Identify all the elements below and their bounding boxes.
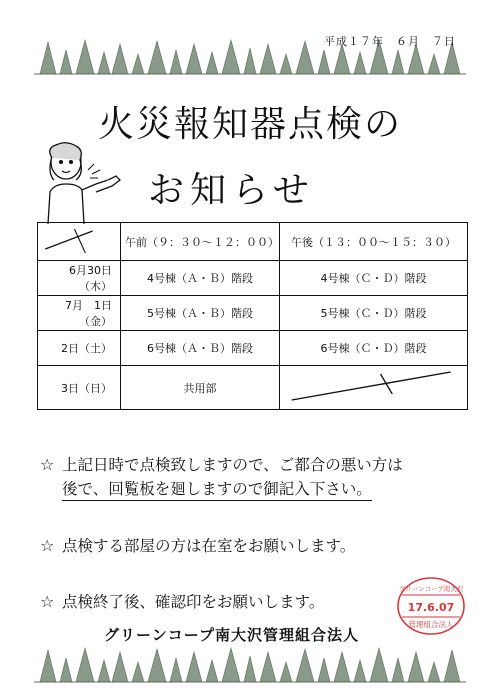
row-day: 2日（土） xyxy=(38,331,121,366)
organization-name: グリーンコープ南大沢管理組合法人 xyxy=(104,626,359,644)
notice-2 xyxy=(40,534,355,556)
issue-date: 平成１７年 ６月 ７日 xyxy=(324,35,456,48)
empty-cell-slash xyxy=(280,366,467,406)
notice-1-text: 上記日時で点検致しますので、ご都合の悪い方は xyxy=(62,456,403,474)
row-morning-location: 6号棟（Ａ・Ｂ）階段 xyxy=(121,331,280,366)
notice-3-text: 点検終了後、確認印をお願いします。 xyxy=(62,593,325,611)
row-afternoon-location: 4号棟（Ｃ・Ｄ）階段 xyxy=(280,261,468,296)
page-title: 火災報知器点検の xyxy=(97,104,402,145)
star-icon: ☆ xyxy=(40,536,55,555)
stamp-top-text: グリーンコープ南大沢 xyxy=(398,585,464,593)
row-afternoon-empty xyxy=(280,366,468,410)
table-header-row xyxy=(38,223,468,261)
notice-1-line-1 xyxy=(40,453,403,475)
column-header-afternoon: 午後（１３：００～１５：３０） xyxy=(280,223,468,261)
table-row xyxy=(38,331,468,366)
notice-3 xyxy=(40,590,324,612)
notice-2-text: 点検する部屋の方は在室をお願いします。 xyxy=(62,537,356,555)
row-day: 6月30日（木） xyxy=(38,261,121,296)
stamp-date: 17.6.07 xyxy=(407,601,455,614)
table-row xyxy=(38,261,468,296)
row-morning-location: 共用部 xyxy=(121,366,280,410)
inspection-schedule-table xyxy=(37,222,468,410)
star-icon: ☆ xyxy=(40,455,55,474)
column-header-morning: 午前（９：３０～１２：００） xyxy=(121,223,280,261)
header-corner-cell xyxy=(38,223,121,261)
presenter-illustration xyxy=(36,140,122,224)
row-day: 7月 1日（金） xyxy=(38,296,121,331)
row-afternoon-location: 6号棟（Ｃ・Ｄ）階段 xyxy=(280,331,468,366)
notice-1-text-underlined: 後で、回覧板を廻しますので御記入下さい。 xyxy=(62,480,372,501)
table-row xyxy=(38,296,468,331)
table-row xyxy=(38,366,468,410)
row-morning-location: 5号棟（Ａ・Ｂ）階段 xyxy=(121,296,280,331)
notice-1-line-2 xyxy=(62,477,372,499)
stamp-bottom-text: 管理組合法人 xyxy=(408,620,454,629)
approval-stamp xyxy=(396,576,466,636)
star-icon: ☆ xyxy=(40,592,55,611)
empty-cell-slash xyxy=(38,223,120,257)
row-morning-location: 4号棟（Ａ・Ｂ）階段 xyxy=(121,261,280,296)
row-afternoon-location: 5号棟（Ｃ・Ｄ）階段 xyxy=(280,296,468,331)
page-subtitle: お知らせ xyxy=(148,170,315,211)
tree-row-bottom-decoration xyxy=(0,642,500,684)
row-day: 3日（日） xyxy=(38,366,121,410)
